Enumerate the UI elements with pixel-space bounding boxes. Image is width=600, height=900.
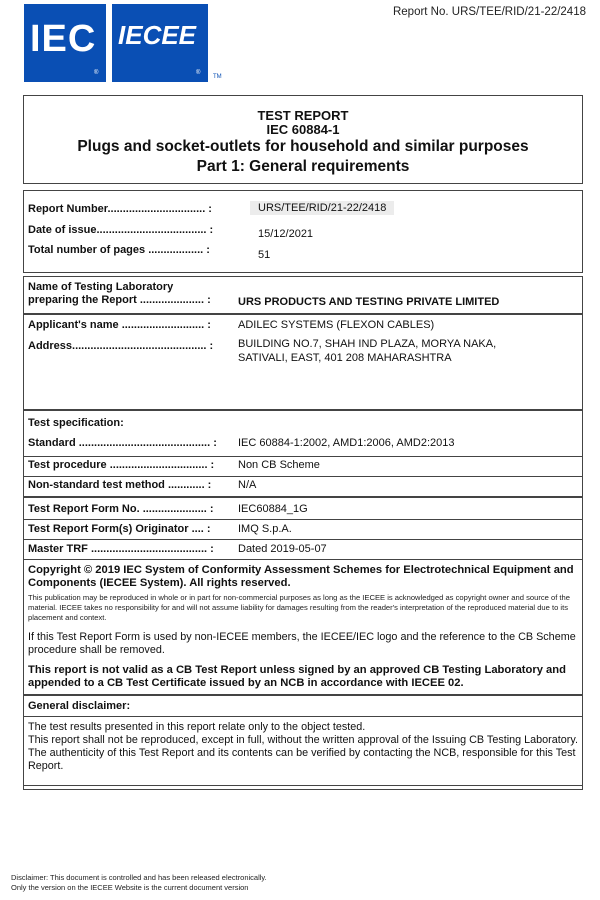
standard-value: IEC 60884-1:2002, AMD1:2006, AMD2:2013 bbox=[238, 437, 455, 449]
report-number-value: URS/TEE/RID/21-22/2418 bbox=[250, 201, 394, 215]
title-standard: IEC 60884-1 bbox=[266, 122, 340, 137]
title-box bbox=[23, 95, 583, 184]
non-iecee-notice: If this Test Report Form is used by non-IECEE members, the IECEE/IEC logo and the reference to the CB Scheme procedure shall be removed. bbox=[28, 631, 576, 656]
report-number-header: Report No. URS/TEE/RID/21-22/2418 bbox=[392, 6, 586, 18]
report-info-section bbox=[23, 190, 583, 273]
general-disclaimer-text2: This report shall not be reproduced, except in full, without the written approval of the Issuing CB Testing Laboratory. The authenticity of this Test Report and its contents can be verified by contacting the NCB, responsible for this Test Report. bbox=[28, 734, 578, 772]
iecee-logo: IECEE ® bbox=[112, 4, 208, 82]
test-spec-section bbox=[23, 410, 583, 497]
form-no-label: Test Report Form No. ..................... : bbox=[28, 503, 214, 515]
pages-value: 51 bbox=[258, 249, 271, 261]
master-trf-label: Master TRF ...................................... : bbox=[28, 543, 214, 555]
applicant-section bbox=[23, 314, 583, 410]
logos bbox=[24, 4, 222, 86]
title-part: Part 1: General requirements bbox=[196, 158, 410, 175]
general-disclaimer-heading: General disclaimer: bbox=[28, 700, 131, 712]
title-subject: Plugs and socket-outlets for household and similar purposes bbox=[77, 138, 529, 155]
applicant-name-value: ADILEC SYSTEMS (FLEXON CABLES) bbox=[238, 319, 435, 331]
general-disclaimer-text1: The test results presented in this report relate only to the object tested. bbox=[28, 721, 366, 733]
date-value: 15/12/2021 bbox=[258, 228, 314, 240]
nonstd-value: N/A bbox=[238, 479, 257, 491]
lab-name: URS PRODUCTS AND TESTING PRIVATE LIMITED bbox=[238, 296, 500, 308]
originator-label: Test Report Form(s) Originator .... : bbox=[28, 523, 211, 535]
title-test-report: TEST REPORT bbox=[257, 108, 349, 123]
trademark-mark: TM bbox=[213, 74, 222, 80]
lab-label-line1: Name of Testing Laboratory bbox=[28, 281, 174, 293]
footer-line1: Disclaimer: This document is controlled and has been released electronically. bbox=[11, 873, 267, 882]
originator-value: IMQ S.p.A. bbox=[238, 523, 292, 535]
general-disclaimer-section bbox=[23, 695, 583, 786]
iec-logo: IEC ® bbox=[24, 4, 106, 82]
report-number-label: Report Number................................ : bbox=[28, 203, 212, 215]
procedure-value: Non CB Scheme bbox=[238, 459, 320, 471]
master-trf-value: Dated 2019-05-07 bbox=[238, 543, 327, 555]
small-print: This publication may be reproduced in whole or in part for non-commercial purposes as long as the IECEE is acknowledged as copyright owner and source of the material. IECEE takes no responsibility for and will not assume liability for damages resulting from the reader's interpretation of the reproduced material due to its placement and context. bbox=[28, 593, 570, 622]
procedure-label: Test procedure ................................ : bbox=[28, 459, 215, 471]
form-no-value: IEC60884_1G bbox=[238, 503, 308, 515]
standard-label: Standard ........................................... : bbox=[28, 437, 217, 449]
date-label: Date of issue.................................... : bbox=[28, 224, 214, 236]
pages-label: Total number of pages .................. : bbox=[28, 244, 210, 256]
copyright-text: Copyright © 2019 IEC System of Conformity Assessment Schemes for Electrotechnical Equipment and Components (IECEE System). All rights reserved. bbox=[28, 564, 574, 589]
footer-disclaimer bbox=[11, 873, 267, 893]
address-label: Address............................................ : bbox=[28, 340, 214, 352]
form-section bbox=[23, 497, 583, 695]
bottom-rule bbox=[23, 786, 583, 790]
lab-section bbox=[23, 276, 583, 314]
validity-notice: This report is not valid as a CB Test Report unless signed by an approved CB Testing Laboratory and appended to a CB Test Certificate issued by an NCB in accordance with IECEE 02. bbox=[28, 664, 566, 689]
address-line2: SATIVALI, EAST, 401 208 MAHARASHTRA bbox=[238, 352, 452, 364]
footer-line2: Only the version on the IECEE Website is the current document version bbox=[11, 883, 249, 892]
nonstd-label: Non-standard test method ............ : bbox=[28, 479, 212, 491]
address-line1: BUILDING NO.7, SHAH IND PLAZA, MORYA NAKA, bbox=[238, 338, 497, 350]
test-spec-heading: Test specification: bbox=[28, 417, 124, 429]
lab-label-line2: preparing the Report ..................... : bbox=[28, 294, 211, 306]
applicant-name-label: Applicant's name ........................... : bbox=[28, 319, 211, 331]
